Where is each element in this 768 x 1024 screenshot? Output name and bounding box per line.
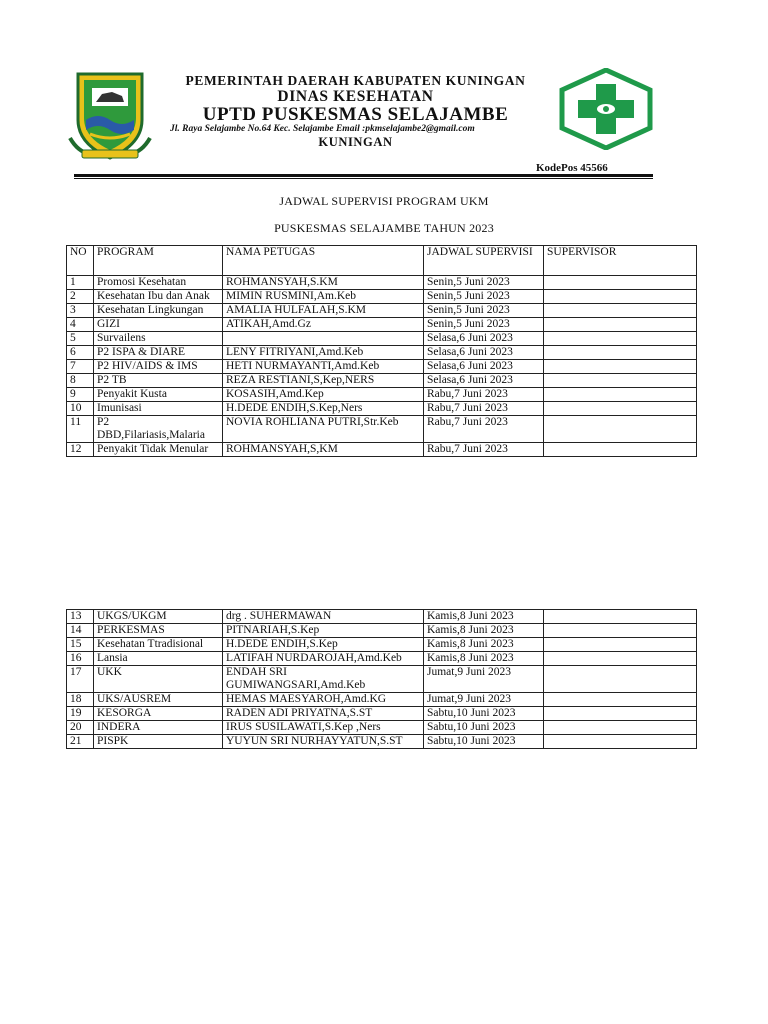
- cell-nama-petugas: HEMAS MAESYAROH,Amd.KG: [223, 693, 424, 707]
- cell-supervisor: [544, 276, 697, 290]
- table-row: [67, 318, 697, 332]
- cell-supervisor: [544, 652, 697, 666]
- cell-nama-petugas: LATIFAH NURDAROJAH,Amd.Keb: [223, 652, 424, 666]
- cell-nama-petugas: RADEN ADI PRIYATNA,S.ST: [223, 707, 424, 721]
- cell-nama-petugas: H.DEDE ENDIH,S.Kep: [223, 638, 424, 652]
- cell-jadwal: Sabtu,10 Juni 2023: [424, 721, 544, 735]
- table-row: [67, 304, 697, 318]
- cell-jadwal: Jumat,9 Juni 2023: [424, 666, 544, 693]
- cell-supervisor: [544, 346, 697, 360]
- table-row: [67, 610, 697, 624]
- cell-program: P2 HIV/AIDS & IMS: [94, 360, 223, 374]
- schedule-table-part-1: [66, 245, 697, 457]
- table-row: [67, 332, 697, 346]
- table-row: [67, 290, 697, 304]
- table-row: [67, 652, 697, 666]
- table-row: [67, 402, 697, 416]
- letterhead-postal-code: KodePos 45566: [536, 162, 608, 174]
- table-header-row: [67, 246, 697, 276]
- cell-jadwal: Jumat,9 Juni 2023: [424, 693, 544, 707]
- cell-jadwal: Kamis,8 Juni 2023: [424, 624, 544, 638]
- cell-jadwal: Rabu,7 Juni 2023: [424, 416, 544, 443]
- cell-jadwal: Selasa,6 Juni 2023: [424, 360, 544, 374]
- letterhead-address: Jl. Raya Selajambe No.64 Kec. Selajambe Email :pkmselajambe2@gmail.com: [170, 124, 475, 134]
- cell-program: UKGS/UKGM: [94, 610, 223, 624]
- cell-jadwal: Rabu,7 Juni 2023: [424, 402, 544, 416]
- cell-program: PISPK: [94, 735, 223, 749]
- cell-nama-petugas: IRUS SUSILAWATI,S.Kep ,Ners: [223, 721, 424, 735]
- cell-nama-petugas: YUYUN SRI NURHAYYATUN,S.ST: [223, 735, 424, 749]
- cell-supervisor: [544, 318, 697, 332]
- header-program: PROGRAM: [94, 246, 223, 276]
- letterhead-government: PEMERINTAH DAERAH KABUPATEN KUNINGAN: [185, 73, 526, 88]
- cell-program: P2 TB: [94, 374, 223, 388]
- cell-jadwal: Senin,5 Juni 2023: [424, 290, 544, 304]
- table-row: [67, 735, 697, 749]
- cell-nama-petugas: [223, 332, 424, 346]
- cell-nama-petugas: MIMIN RUSMINI,Am.Keb: [223, 290, 424, 304]
- cell-no: 6: [67, 346, 94, 360]
- letterhead-city: KUNINGAN: [318, 135, 393, 149]
- cell-program: INDERA: [94, 721, 223, 735]
- cell-supervisor: [544, 388, 697, 402]
- table-row: [67, 707, 697, 721]
- cell-supervisor: [544, 402, 697, 416]
- cell-no: 20: [67, 721, 94, 735]
- table-row: [67, 721, 697, 735]
- cell-no: 4: [67, 318, 94, 332]
- cell-supervisor: [544, 304, 697, 318]
- cell-nama-petugas: AMALIA HULFALAH,S.KM: [223, 304, 424, 318]
- table-row: [67, 388, 697, 402]
- cell-program: Penyakit Kusta: [94, 388, 223, 402]
- cell-no: 19: [67, 707, 94, 721]
- cell-no: 11: [67, 416, 94, 443]
- cell-no: 3: [67, 304, 94, 318]
- cell-program: UKK: [94, 666, 223, 693]
- table-row: [67, 693, 697, 707]
- cell-nama-petugas: KOSASIH,Amd.Kep: [223, 388, 424, 402]
- cell-supervisor: [544, 666, 697, 693]
- cell-jadwal: Rabu,7 Juni 2023: [424, 388, 544, 402]
- cell-supervisor: [544, 416, 697, 443]
- cell-program: Kesehatan Ttradisional: [94, 638, 223, 652]
- document-subtitle: PUSKESMAS SELAJAMBE TAHUN 2023: [274, 221, 494, 235]
- table-row: [67, 276, 697, 290]
- header-jadwal-supervisi: JADWAL SUPERVISI: [424, 246, 544, 276]
- header-no: NO: [67, 246, 94, 276]
- table-row: [67, 416, 697, 443]
- header-supervisor: SUPERVISOR: [544, 246, 697, 276]
- cell-nama-petugas: LENY FITRIYANI,Amd.Keb: [223, 346, 424, 360]
- cell-nama-petugas: ROHMANSYAH,S,KM: [223, 443, 424, 457]
- table-row: [67, 624, 697, 638]
- cell-no: 15: [67, 638, 94, 652]
- cell-program: P2 ISPA & DIARE: [94, 346, 223, 360]
- table-row: [67, 346, 697, 360]
- puskesmas-cross-logo-icon: [558, 68, 654, 150]
- letterhead-divider: [74, 174, 653, 177]
- cell-no: 10: [67, 402, 94, 416]
- cell-program: Kesehatan Ibu dan Anak: [94, 290, 223, 304]
- cell-supervisor: [544, 721, 697, 735]
- cell-supervisor: [544, 735, 697, 749]
- cell-program: Promosi Kesehatan: [94, 276, 223, 290]
- cell-supervisor: [544, 610, 697, 624]
- kuningan-regency-emblem-icon: [68, 68, 152, 160]
- cell-supervisor: [544, 443, 697, 457]
- cell-jadwal: Sabtu,10 Juni 2023: [424, 735, 544, 749]
- cell-supervisor: [544, 707, 697, 721]
- schedule-table-part-2: [66, 609, 697, 749]
- cell-supervisor: [544, 374, 697, 388]
- cell-program: GIZI: [94, 318, 223, 332]
- cell-no: 14: [67, 624, 94, 638]
- cell-jadwal: Senin,5 Juni 2023: [424, 304, 544, 318]
- table-row: [67, 360, 697, 374]
- cell-no: 13: [67, 610, 94, 624]
- cell-nama-petugas: ATIKAH,Amd.Gz: [223, 318, 424, 332]
- cell-nama-petugas: ENDAH SRI GUMIWANGSARI,Amd.Keb: [223, 666, 424, 693]
- cell-jadwal: Selasa,6 Juni 2023: [424, 332, 544, 346]
- letterhead-unit: UPTD PUSKESMAS SELAJAMBE: [202, 104, 509, 125]
- header-nama-petugas: NAMA PETUGAS: [223, 246, 424, 276]
- cell-nama-petugas: H.DEDE ENDIH,S.Kep,Ners: [223, 402, 424, 416]
- cell-no: 1: [67, 276, 94, 290]
- cell-supervisor: [544, 332, 697, 346]
- cell-program: Lansia: [94, 652, 223, 666]
- table-row: [67, 666, 697, 693]
- letterhead-agency: DINAS KESEHATAN: [277, 88, 434, 105]
- cell-nama-petugas: REZA RESTIANI,S,Kep,NERS: [223, 374, 424, 388]
- cell-no: 8: [67, 374, 94, 388]
- cell-jadwal: Senin,5 Juni 2023: [424, 276, 544, 290]
- table-row: [67, 638, 697, 652]
- cell-program: Kesehatan Lingkungan: [94, 304, 223, 318]
- cell-program: Survailens: [94, 332, 223, 346]
- cell-jadwal: Kamis,8 Juni 2023: [424, 638, 544, 652]
- cell-jadwal: Selasa,6 Juni 2023: [424, 346, 544, 360]
- document-title: JADWAL SUPERVISI PROGRAM UKM: [279, 194, 489, 208]
- cell-supervisor: [544, 290, 697, 304]
- cell-supervisor: [544, 360, 697, 374]
- cell-nama-petugas: NOVIA ROHLIANA PUTRI,Str.Keb: [223, 416, 424, 443]
- cell-no: 2: [67, 290, 94, 304]
- cell-nama-petugas: ROHMANSYAH,S.KM: [223, 276, 424, 290]
- cell-nama-petugas: drg . SUHERMAWAN: [223, 610, 424, 624]
- cell-jadwal: Kamis,8 Juni 2023: [424, 652, 544, 666]
- cell-no: 7: [67, 360, 94, 374]
- cell-program: P2 DBD,Filariasis,Malaria: [94, 416, 223, 443]
- cell-jadwal: Selasa,6 Juni 2023: [424, 374, 544, 388]
- cell-program: Imunisasi: [94, 402, 223, 416]
- cell-supervisor: [544, 693, 697, 707]
- table-row: [67, 443, 697, 457]
- cell-program: Penyakit Tidak Menular: [94, 443, 223, 457]
- cell-program: PERKESMAS: [94, 624, 223, 638]
- cell-supervisor: [544, 624, 697, 638]
- cell-no: 18: [67, 693, 94, 707]
- cell-jadwal: Rabu,7 Juni 2023: [424, 443, 544, 457]
- cell-supervisor: [544, 638, 697, 652]
- table-row: [67, 374, 697, 388]
- cell-jadwal: Kamis,8 Juni 2023: [424, 610, 544, 624]
- cell-nama-petugas: HETI NURMAYANTI,Amd.Keb: [223, 360, 424, 374]
- cell-jadwal: Senin,5 Juni 2023: [424, 318, 544, 332]
- cell-no: 16: [67, 652, 94, 666]
- letterhead-divider-thin: [74, 178, 653, 179]
- cell-no: 9: [67, 388, 94, 402]
- cell-no: 21: [67, 735, 94, 749]
- cell-program: UKS/AUSREM: [94, 693, 223, 707]
- cell-no: 17: [67, 666, 94, 693]
- cell-jadwal: Sabtu,10 Juni 2023: [424, 707, 544, 721]
- cell-no: 12: [67, 443, 94, 457]
- letterhead: [66, 64, 655, 182]
- cell-program: KESORGA: [94, 707, 223, 721]
- cell-nama-petugas: PITNARIAH,S.Kep: [223, 624, 424, 638]
- cell-no: 5: [67, 332, 94, 346]
